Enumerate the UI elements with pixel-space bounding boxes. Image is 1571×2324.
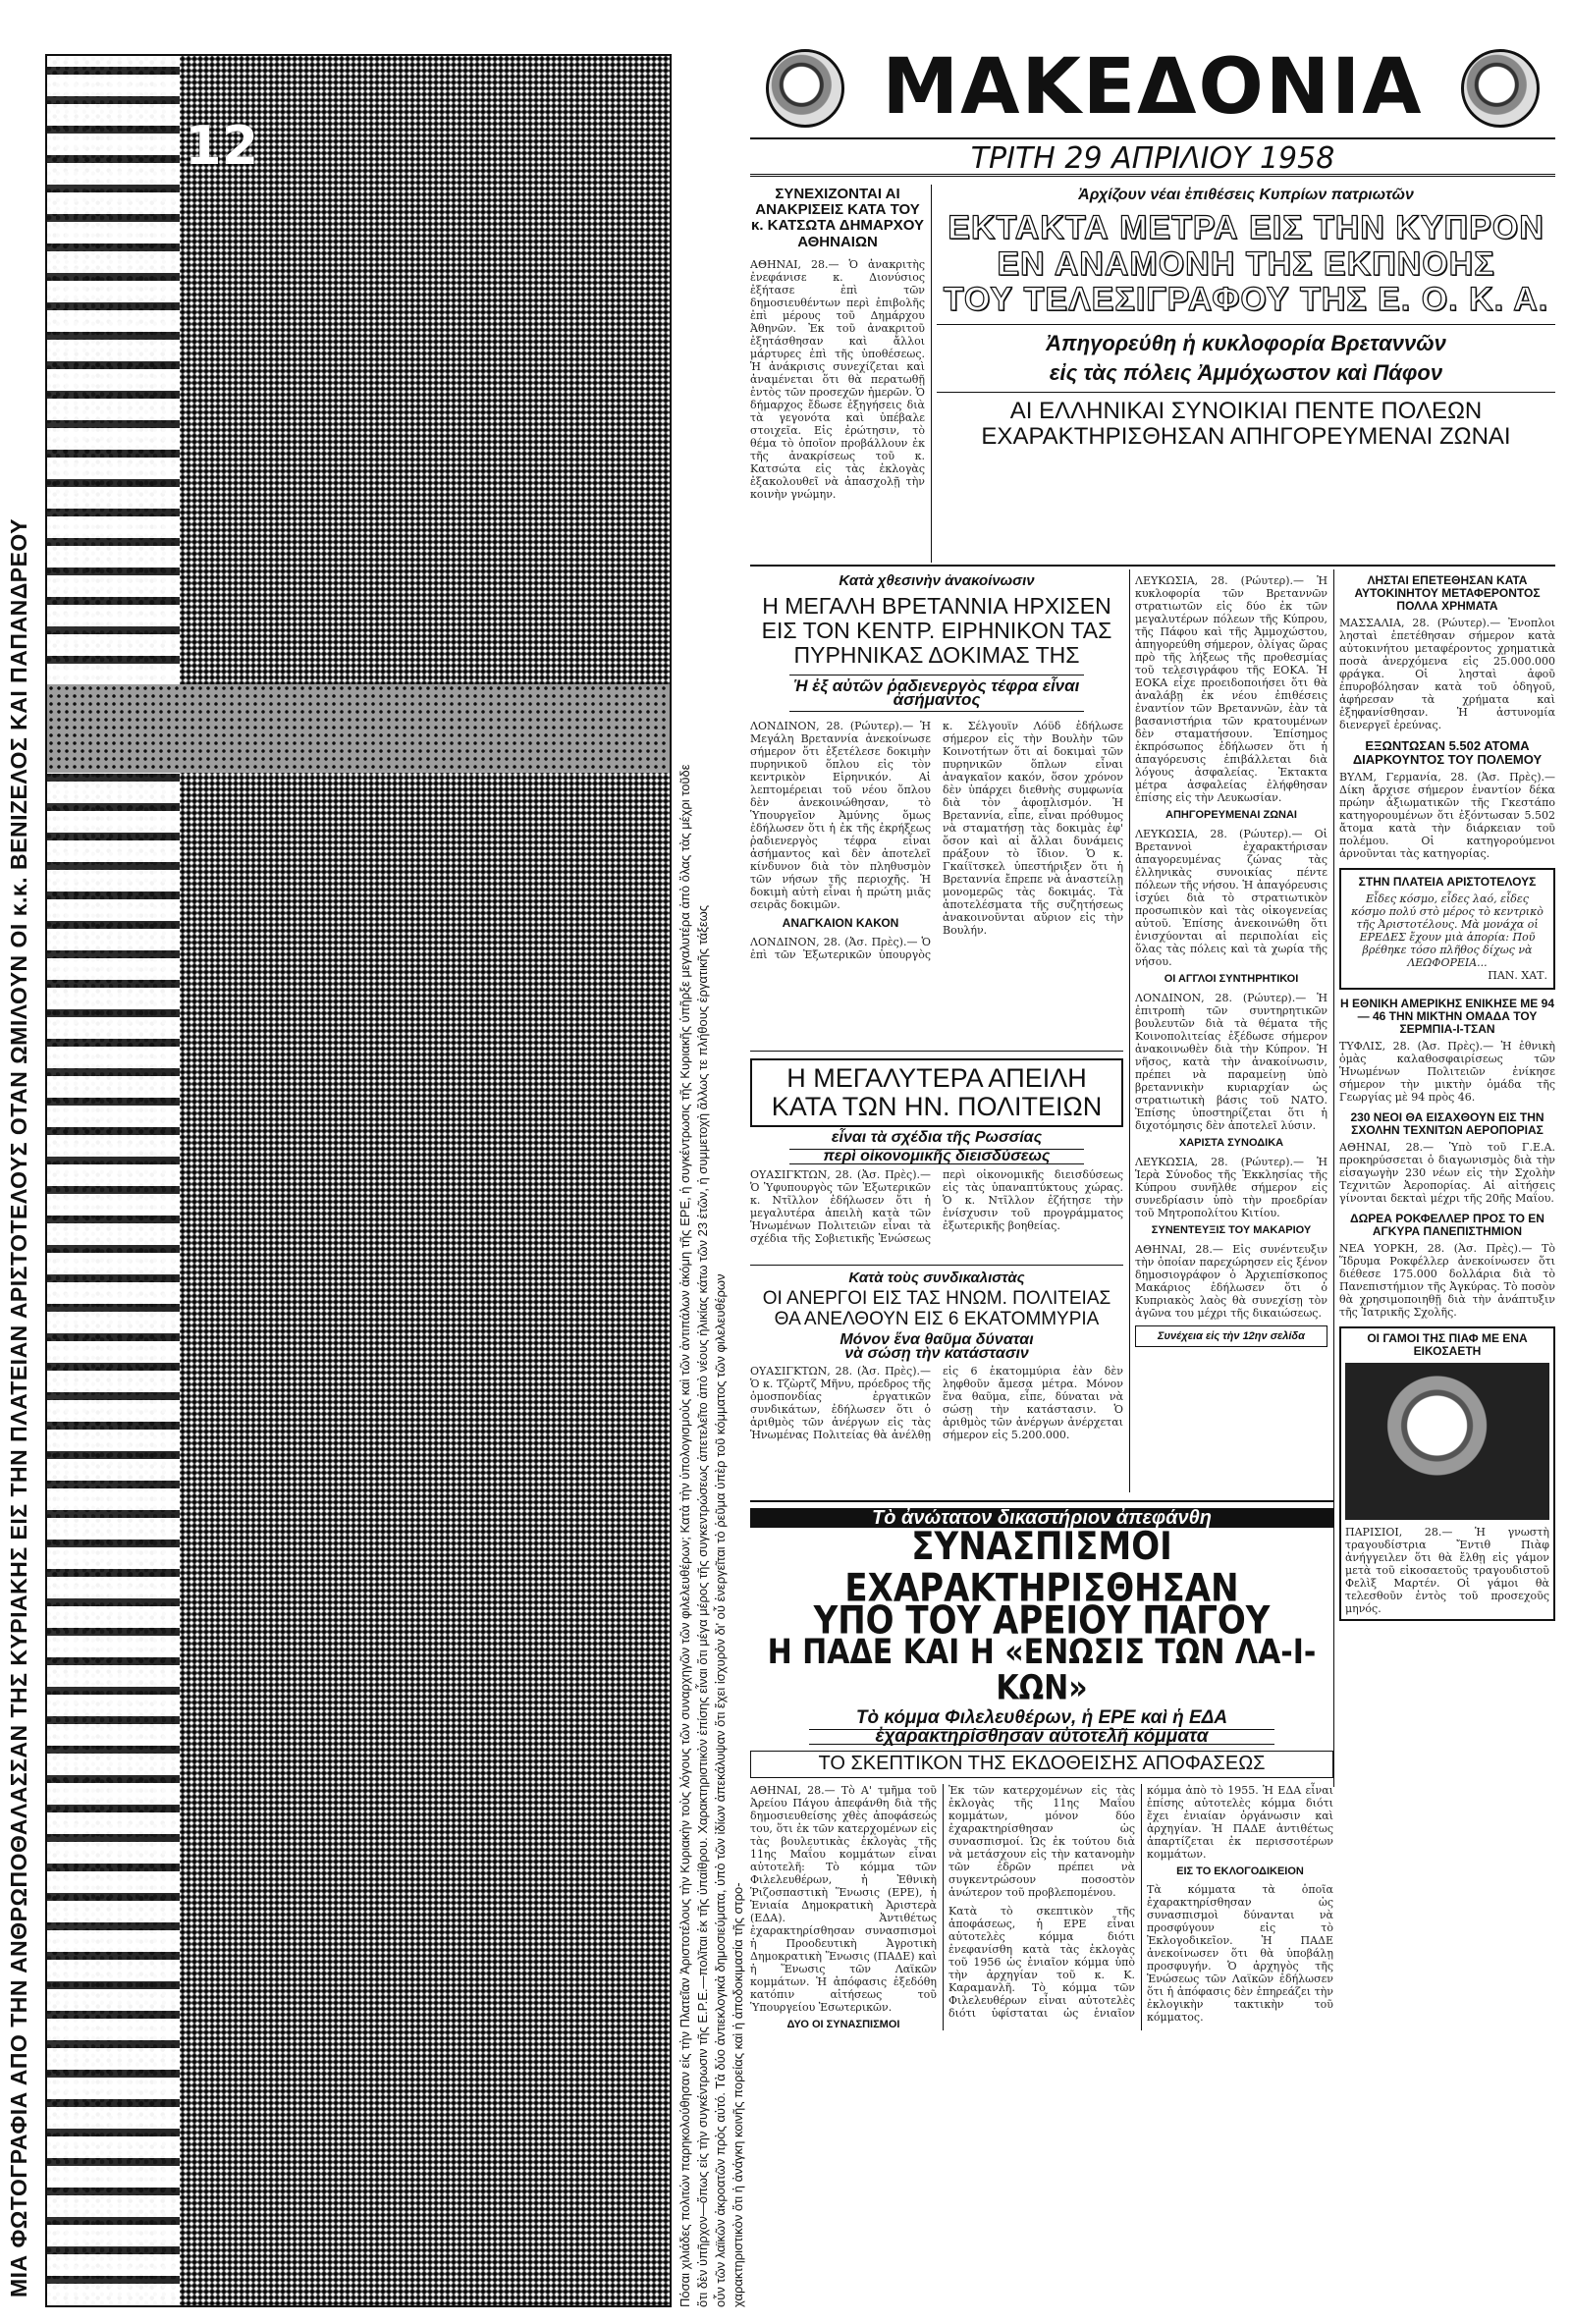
subheading: ΧΑΡΙΣΤΑ ΣΥΝΟΔΙΚΑ <box>1178 1136 1284 1149</box>
article-body: ΑΘΗΝΑΙ, 28.— Εἰς συνέντευξιν τὴν ὁποίαν παρεχώρησεν εἰς ξένον δημοσιογράφον ὁ Ἀρχιεπίσκοπος Μακάριος ἐδήλωσεν ὅτι ὁ Κυπριακὸς λαὸς θὰ συνεχίσῃ τὸν ἀγῶνα του μέχρι τῆς δικαιώσεως. <box>1135 1242 1327 1320</box>
masthead-title: ΜΑΚΕΔΟΝΙΑ <box>882 43 1424 132</box>
rule <box>937 324 1555 325</box>
article-body: Ἐκ τῶν κατερχομένων εἰς τὰς ἐκλογὰς τῆς 11ης Μαΐου κομμάτων, μόνον δύο ἐχαρακτηρίσθησαν ὡς συνασπισμοί. Ὡς ἐκ τούτου διὰ νὰ μετάσχουν εἰς τὴν κατανομὴν τῶν ἑδρῶν πρέπει νὰ συγκεντρώσουν ποσοστὸν ἀνώτερον τοῦ προβλεπομένου. <box>948 1783 1135 1899</box>
article-body: ΒΥΛΜ, Γερμανία, 28. (Ἀσ. Πρὲς).— Δίκη ἄρχισε σήμερον ἐναντίον δέκα πρώην ἀξιωματικῶν τῆς Γκεστάπο κατηγορουμένων ὅτι ἐξόντωσαν 5.502 ἄτομα κατὰ τὴν διάρκειαν τοῦ πολέμου. Οἱ κατηγορούμενοι ἀρνοῦνται τὰς κατηγορίας. <box>1339 770 1555 860</box>
headline: Η ΜΕΓΑΛΗ ΒΡΕΤΑΝΝΙΑ ΗΡΧΙΣΕΝ ΕΙΣ ΤΟΝ ΚΕΝΤΡ. ΕΙΡΗΝΙΚΟΝ ΤΑΣ ΠΥΡΗΝΙΚΑΣ ΔΟΚΙΜΑΣ ΤΗΣ <box>761 593 1112 668</box>
article-body: ΟΥΑΣΙΓΚΤΩΝ, 28. (Ἀσ. Πρὲς).— Ὁ κ. Τζὼρτζ Μῆνυ, πρόεδρος τῆς ὁμοσπονδίας ἐργατικῶν συνδικάτων, ἐδήλωσεν ὅτι ὁ ἀριθμὸς τῶν ἀνέργων εἰς τὰς Ἡνωμένας Πολιτείας θὰ ἀνέλθῃ εἰς 6 ἑκατομμύρια ἐὰν δὲν ληφθοῦν ἄμεσα μέτρα. Μόνον ἕνα θαῦμα, εἶπε, δύναται νὰ σώσῃ τὴν κατάστασιν. Ὁ ἀριθμὸς τῶν ἀνέργων ἀνέρχεται σήμερον εἰς 5.200.000. <box>750 1365 1123 1442</box>
piaf-photo <box>1345 1363 1549 1520</box>
photo-caption: Πόσαι χιλιάδες πολιτών παρηκολούθησαν εἰς τὴν Πλατεῖαν Ἀριστοτέλους τὴν Κυριακὴν τοὺς λόγους τῶν συναρχηγῶν τῶν φιλελευθέρων; Κατὰ τὴν ὑπολογισμοὺς καὶ τῶν ἀντιπάλων ἀκόμη τῆς ΕΡΕ, ἡ συγκέντρωσις τῆς Κυριακῆς ὑπῆρξε μεγαλυτέρα ἀπὸ ὅλας τὰς μέχρι τοῦδε <box>677 764 692 2307</box>
article-body: Τὰ κόμματα τὰ ὁποῖα ἐχαρακτηρίσθησαν ὡς συνασπισμοὶ δύνανται νὰ προσφύγουν εἰς τὸ Ἐκλογοδικεῖον. Ἡ ΠΑΔΕ ἀνεκοίνωσεν ὅτι θὰ ὑποβάλῃ προσφυγήν. Ὁ ἀρχηγὸς τῆς Ἑνώσεως τῶν Λαϊκῶν ἐδήλωσεν ὅτι ἡ ἀπόφασις δὲν ἐπηρεάζει τὴν ἐκλογικὴν τακτικὴν τοῦ κόμματος. <box>1147 1883 1333 2025</box>
article-body: ΛΕΥΚΩΣΙΑ, 28. (Ρώυτερ).— Ἡ Ἱερὰ Σύνοδος τῆς Ἐκκλησίας τῆς Κύπρου συνῆλθε σήμερον εἰς συνεδρίασιν ὑπὸ τὴν προεδρίαν τοῦ Μητροπολίτου Κιτίου. <box>1135 1155 1327 1219</box>
subheadline: ἐχαρακτηρίσθησαν αὐτοτελῆ κόμματα <box>809 1729 1274 1745</box>
crowd-photo <box>45 54 672 2307</box>
poem-signature: ΠΑΝ. ΧΑΤ. <box>1488 968 1547 982</box>
photo-title: ΜΙΑ ΦΩΤΟΓΡΑΦΙΑ ΑΠΟ ΤΗΝ ΑΝΘΡΩΠΟΘΑΛΑΣΣΑΝ ΤΗΣ ΚΥΡΙΑΚΗΣ ΕΙΣ ΤΗΝ ΠΛΑΤΕΙΑΝ ΑΡΙΣΤΟΤΕΛΟΥΣ ΟΤΑΝ ΩΜΙΛΟΥΝ ΟΙ κ.κ. ΒΕΝΙΖΕΛΟΣ ΚΑΙ ΠΑΠΑΝΔΡΕΟΥ <box>6 517 31 2297</box>
subheading: ΣΥΝΕΝΤΕΥΞΙΣ ΤΟΥ ΜΑΚΑΡΙΟΥ <box>1151 1223 1312 1236</box>
subheadline: Μόνον ἕνα θαῦμα δύναται <box>840 1331 1034 1349</box>
photo-buildings <box>47 56 180 2305</box>
article-body: Κατὰ τὸ σκεπτικὸν τῆς ἀποφάσεως, ἡ ΕΡΕ εἶναι αὐτοτελὲς κόμμα διότι ἐνεφανίσθη κατὰ τὰς ἐκλογὰς τοῦ 1956 ὡς ἑνιαῖον κόμμα ὑπὸ τὴν ἀρχηγίαν τοῦ κ. Κ. Καραμανλῆ. Τὸ κόμμα τῶν Φιλελευθέρων εἶναι αὐτοτελὲς διότι ὑφίσταται ὡς ἑνιαῖον κόμμα ἀπὸ τὸ 1955. Ἡ ΕΔΑ εἶναι ἐπίσης αὐτοτελὲς κόμμα διότι ἔχει ἐνιαίαν ὀργάνωσιν καὶ ἀρχηγίαν. Ἡ ΠΑΔΕ ἀντιθέτως ἀπαρτίζεται ἐκ περισσοτέρων κομμάτων. <box>948 1783 1333 2020</box>
headline: ΑΙ ΕΛΛΗΝΙΚΑΙ ΣΥΝΟΙΚΙΑΙ ΠΕΝΤΕ ΠΟΛΕΩΝ ΕΧΑΡΑΚΤΗΡΙΣΘΗΣΑΝ ΑΠΗΓΟΡΕΥΜΕΝΑΙ ΖΩΝΑΙ <box>981 398 1511 451</box>
article-body: ΛΟΝΔΙΝΟΝ, 28. (Ρώυτερ).— Ἡ ἐπιτροπὴ τῶν συντηρητικῶν βουλευτῶν διὰ τὰ θέματα τῆς Κοινοπολιτείας ἐξέδωσε σήμερον ἀνακοινωθὲν διὰ τὴν Κύπρον. Ἡ νῆσος, κατὰ τὴν ἀνακοίνωσιν, πρέπει νὰ παραμείνῃ ὑπὸ βρεταννικὴν κυριαρχίαν ὡς στρατιωτικὴ βάσις τοῦ ΝΑΤΟ. Ἐπίσης ὑποστηρίζεται ὅτι ἡ διχοτόμησις δὲν ἀποτελεῖ λύσιν. <box>1135 991 1327 1132</box>
headline: ΤΟΥ ΤΕΛΕΣΙΓΡΑΦΟΥ ΤΗΣ Ε. Ο. Κ. Α. <box>943 281 1549 319</box>
section-rule <box>750 1500 1333 1502</box>
headline: ΛΗΣΤΑΙ ΕΠΕΤΕΘΗΣΑΝ ΚΑΤΑ ΑΥΤΟΚΙΝΗΤΟΥ ΜΕΤΑΦΕΡΟΝΤΟΣ ΠΟΛΛΑ ΧΡΗΜΑΤΑ <box>1354 574 1541 613</box>
column-rule <box>1333 569 1334 1787</box>
article-body: ΛΟΝΔΙΝΟΝ, 28. (Ἀσ. Πρὲς).— Ὁ ἐπὶ τῶν Ἐξωτερικῶν ὑπουργὸς κ. Σέλγουϊν Λόϋδ ἐδήλωσε σήμερον εἰς τὴν Βουλὴν τῶν Κοινοτήτων ὅτι αἱ δοκιμαὶ τῶν πυρηνικῶν ὅπλων εἶναι ἀναγκαῖον κακόν, ὅσον χρόνον δὲν ὑπάρχει διεθνὴς συμφωνία διὰ τὸν ἀφοπλισμόν. Ἡ Βρεταννία, εἶπε, εἶναι πρόθυμος νὰ σταματήσῃ τὰς δοκιμὰς ἐφ' ὅσον καὶ αἱ ἄλλαι δυνάμεις πράξουν τὸ ἴδιον. Ὁ κ. Γκαίϊτσκελ ὑπεστήριξεν ὅτι ἡ Βρεταννία ἔπρεπε νὰ ἀναστείλῃ μονομερῶς τὰς δοκιμάς. Τὰ ἀποτελέσματα τῆς συζητήσεως ἀνακοινοῦνται αὔριον εἰς τὴν Βουλήν. <box>750 720 1123 962</box>
subheadline: Ἀπηγορεύθη ἡ κυκλοφορία Βρεταννῶν <box>1046 331 1446 356</box>
article-body: ΛΕΥΚΩΣΙΑ, 28. (Ρώυτερ).— Ἡ κυκλοφορία τῶν Βρεταννῶν στρατιωτῶν εἰς δύο ἐκ τῶν μεγαλυτέρων πόλεων τῆς Κύπρου, τῆς Πάφου καὶ τῆς Ἀμμοχώστου, ἀπηγορεύθη σήμερον, ὀλίγας ὥρας πρὸ τῆς λήξεως τῆς προθεσμίας τοῦ τελεσιγράφου τῆς ΕΟΚΑ. Ἡ ΕΟΚΑ εἶχε προειδοποιήσει ὅτι θὰ ἀναλάβῃ ἐκ νέου ἐπιθέσεις ἐναντίον τῶν Βρεταννῶν, ἐὰν τὰ βασανιστήρια τῶν κρατουμένων δὲν σταματήσουν. Ἐπίσημος ἐκπρόσωπος ἐδήλωσεν ὅτι ἡ ἀπαγόρευσις ἐπιβάλλεται διὰ λόγους ἀσφαλείας. Ἐκτακτα μέτρα ἀσφαλείας ἐλήφθησαν ἐπίσης εἰς τὴν Λευκωσίαν. <box>1135 574 1327 804</box>
headline: ΔΩΡΕΑ ΡΟΚΦΕΛΛΕΡ ΠΡΟΣ ΤΟ ΕΝ ΑΓΚΥΡΑ ΠΑΝΕΠΙΣΤΗΜΙΟΝ <box>1350 1211 1544 1238</box>
headline: Η ΕΘΝΙΚΗ ΑΜΕΡΙΚΗΣ ΕΝΙΚΗΣΕ ΜΕ 94 — 46 ΤΗΝ ΜΙΚΤΗΝ ΟΜΑΔΑ ΤΟΥ ΣΕΡΜΠΙΑ-Ι-ΤΣΑΝ <box>1340 996 1554 1036</box>
article-russia-threat <box>750 1058 1123 1260</box>
kicker: Κατὰ τοὺς συνδικαλιστὰς <box>848 1271 1025 1286</box>
article-body: ΠΑΡΙΣΙΟΙ, 28.— Ἡ γνωστὴ τραγουδίστρια Ἔντιθ Πιὰφ ἀνήγγειλεν ὅτι θὰ ἔλθῃ εἰς γάμον μετὰ τοῦ εἰκοσαετοῦς τραγουδιστοῦ Φελὶξ Μαρτέν. Οἱ γάμοι θὰ τελεσθοῦν ἐντὸς τοῦ προσεχοῦς μηνός. <box>1345 1526 1549 1616</box>
piaf-box <box>1339 1326 1555 1622</box>
page-number-badge: 12 <box>185 115 259 177</box>
photo-crowd <box>180 56 670 2305</box>
subheadline: Τὸ κόμμα Φιλελευθέρων, ἡ ΕΡΕ καὶ ἡ ΕΔΑ <box>855 1706 1228 1728</box>
subheadline: εἶναι τὰ σχέδια τῆς Ρωσσίας <box>831 1129 1043 1147</box>
headline: ΥΠΟ ΤΟΥ ΑΡΕΙΟΥ ΠΑΓΟΥ <box>813 1598 1271 1645</box>
rule <box>937 392 1555 393</box>
masthead <box>750 39 1555 177</box>
article-body: ΟΥΑΣΙΓΚΤΩΝ, 28. (Ἀσ. Πρὲς).— Ὁ Ὑφυπουργὸς τῶν Ἐξωτερικῶν κ. Ντῖλλον ἐδήλωσεν ὅτι ἡ μεγαλυτέρα ἀπειλὴ κατὰ τῶν Ἡνωμένων Πολιτειῶν εἶναι τὰ σχέδια τῆς Σοβιετικῆς Ἑνώσεως περὶ οἰκονομικῆς διεισδύσεως εἰς τὰς ὑπαναπτύκτους χώρας. Ὁ κ. Ντῖλλον ἐζήτησε τὴν ἐνίσχυσιν τοῦ προγράμματος ἐξωτερικῆς βοηθείας. <box>750 1168 1123 1246</box>
article-cyprus-body <box>1135 574 1327 1492</box>
subheadline: ΤΟ ΣΚΕΠΤΙΚΟΝ ΤΗΣ ΕΚΔΟΘΕΙΣΗΣ ΑΠΟΦΑΣΕΩΣ <box>750 1751 1333 1778</box>
right-column <box>1339 574 1555 2302</box>
subheading: ΑΠΗΓΟΡΕΥΜΕΝΑΙ ΖΩΝΑΙ <box>1165 809 1297 821</box>
rule <box>750 1265 1123 1266</box>
headline: ΟΙ ΓΑΜΟΙ ΤΗΣ ΠΙΑΦ ΜΕ ΕΝΑ ΕΙΚΟΣΑΕΤΗ <box>1367 1330 1528 1358</box>
article-body: ΜΑΣΣΑΛΙΑ, 28. (Ρώυτερ).— Ἐνοπλοι λησταὶ ἐπετέθησαν σήμερον κατὰ αὐτοκινήτου μεταφέροντος χρηματικὰ ποσὰ ἀνερχόμενα εἰς 25.000.000 φράγκα. Οἱ λησταὶ ἀφοῦ ἐπυροβόλησαν κατὰ τοῦ ὁδηγοῦ, ἀφήρεσαν τὰ χρήματα καὶ ἐξηφανίσθησαν. Ἡ ἀστυνομία διενεργεῖ ἐρεύνας. <box>1339 616 1555 731</box>
column-rule <box>1129 569 1130 1492</box>
article-body: ΛΕΥΚΩΣΙΑ, 28. (Ρώυτερ).— Οἱ Βρεταννοὶ ἐχαρακτήρισαν ἀπαγορευμένας ζώνας τὰς ἑλληνικὰς συνοικίας πέντε πόλεων τῆς νήσου. Ἡ ἀπαγόρευσις ἰσχύει διὰ τὸ στρατιωτικὸν προσωπικὸν καὶ τὰς οἰκογενείας αὐτοῦ. Ἐπίσης ἀνεκοινώθη ὅτι ἐνισχύονται αἱ περιπολίαι εἰς ὅλας τὰς πόλεις καὶ τὰ χωρία τῆς νήσου. <box>1135 827 1327 968</box>
article-areios-pagos <box>750 1508 1333 2303</box>
headline: ΟΙ ΑΝΕΡΓΟΙ ΕΙΣ ΤΑΣ ΗΝΩΜ. ΠΟΛΙΤΕΙΑΣ ΘΑ ΑΝΕΛΘΟΥΝ ΕΙΣ 6 ΕΚΑΤΟΜΜΥΡΙΑ <box>762 1288 1111 1329</box>
article-body: ΛΟΝΔΙΝΟΝ, 28. (Ρώυτερ).— Ἡ Μεγάλη Βρεταννία ἀνεκοίνωσε σήμερον ὅτι ἐξετέλεσε δοκιμὴν πυρηνικοῦ ὅπλου εἰς τὸν κεντρικὸν Εἰρηνικόν. Αἱ λεπτομέρειαι τοῦ νέου ὅπλου δὲν ἀνεκοινώθησαν, τὸ Ὑπουργεῖον Ἀμύνης ὅμως ἐδήλωσεν ὅτι ἡ ἐκ τῆς ἐκρήξεως ῥαδιενεργὸς τέφρα εἶναι ἀσήμαντος καὶ δὲν ἀποτελεῖ κίνδυνον διὰ τὸν πληθυσμὸν τῶν νήσων τῆς περιοχῆς. Ἡ δοκιμὴ αὐτὴ εἶναι ἡ πρώτη μιᾶς σειρᾶς δοκιμῶν. <box>750 720 931 912</box>
headline: ΕΞΩΝΤΩΣΑΝ 5.502 ΑΤΟΜΑ ΔΙΑΡΚΟΥΝΤΟΣ ΤΟΥ ΠΟΛΕΜΟΥ <box>1352 737 1543 767</box>
article-body: ΝΕΑ ΥΟΡΚΗ, 28. (Ἀσ. Πρὲς).— Τὸ Ἵδρυμα Ροκφέλλερ ἀνεκοίνωσεν ὅτι διέθεσε 175.000 δολλάρια διὰ τὸ Πανεπιστήμιον τῆς Ἀγκύρας. Τὸ ποσὸν θὰ χρησιμοποιηθῇ διὰ τὴν ἀνάπτυξιν τῆς Ἰατρικῆς Σχολῆς. <box>1339 1241 1555 1319</box>
article-columns <box>750 1784 1333 2031</box>
article-unemployed <box>750 1271 1123 1492</box>
article-columns <box>750 720 1123 961</box>
article-body: ΑΘΗΝΑΙ, 28.— Ὁ ἀνακριτὴς ἐνεφάνισε κ. Διονύσιος ἐξήτασε ἐπὶ τῶν δημοσιευθέντων περὶ ἐπιβολῆς ἐπὶ μέρους τοῦ Δημάρχου Ἀθηνῶν. Ἐκ τοῦ ἀνακριτοῦ ἐξητάσθησαν καὶ ἄλλοι μάρτυρες ἐπὶ τῆς ὑποθέσεως. Ἡ ἀνάκρισις συνεχίζεται καὶ ἀναμένεται ὅτι θὰ περατωθῇ ἐντὸς τῶν προσεχῶν ἡμερῶν. Ὁ δήμαρχος ἔδωσε ἐξηγήσεις διὰ τὰ γεγονότα καὶ ὑπέβαλε στοιχεῖα. Εἰς ἐρώτησιν, τὸ θέμα τὸ ὁποῖον προβάλλουν ἐκ τῆς ἀνακρίσεως τοῦ κ. Κατσώτα εἰς τὰς ἐκλογὰς ἐξακολουθεῖ νὰ ἀπασχολῇ τὴν κοινὴν γνώμην. <box>750 257 925 501</box>
photo-road <box>47 684 670 773</box>
subheading: ΟΙ ΑΓΓΛΟΙ ΣΥΝΤΗΡΗΤΙΚΟΙ <box>1164 972 1299 985</box>
subheading: ΑΝΑΓΚΑΙΟΝ ΚΑΚΟΝ <box>782 916 899 931</box>
article-cyprus-head <box>937 187 1555 450</box>
subheadline: εἰς τὰς πόλεις Ἀμμόχωστον καὶ Πάφον <box>1049 360 1443 386</box>
headline: ΕΚΤΑΚΤΑ ΜΕΤΡΑ ΕΙΣ ΤΗΝ ΚΥΠΡΟΝ <box>948 209 1544 246</box>
photo-caption: χαρακτηριστικὸν ὅτι ἡ ἀνάγκη κοινῆς πορείας καὶ ἡ ἀποδοκιμασία τῆς στρο- <box>731 1882 745 2307</box>
kicker: Τὸ ἀνώτατον δικαστήριον ἀπεφάνθη <box>750 1508 1333 1528</box>
poem-text: Εἶδες κόσμο, εἶδες λαό, εἶδες κόσμο πολύ στὸ μέρος τὸ κεντρικὸ τῆς Ἀριστοτέλους. Μὰ μονάχα οἱ ΕΡΕΔΕΣ ἔχουν μιὰ ἀπορία: Ποῦ βρέθηκε τόσο πλῆθος δίχως νὰ ΛΕΩΦΟΡΕΙΑ... <box>1351 892 1544 969</box>
headline: Η ΠΑΔΕ ΚΑΙ Η «ΕΝΩΣΙΣ ΤΩΝ ΛΑ-Ι-ΚΩΝ» <box>767 1632 1317 1709</box>
headline: 230 ΝΕΟΙ ΘΑ ΕΙΣΑΧΘΟΥΝ ΕΙΣ ΤΗΝ ΣΧΟΛΗΝ ΤΕΧΝΙΤΩΝ ΑΕΡΟΠΟΡΙΑΣ <box>1350 1109 1544 1137</box>
kicker: Κατὰ χθεσινὴν ἀνακοίνωσιν <box>839 574 1035 589</box>
article-katsotas <box>750 187 925 560</box>
section-rule <box>750 565 1555 567</box>
headline: ΕΝ ΑΝΑΜΟΝΗ ΤΗΣ ΕΚΠΝΟΗΣ <box>997 244 1495 283</box>
photo-caption: ὅτι δὲν ὑπῆρχον—ὅπως εἰς τὴν συγκέντρωσιν τῆς Ε.Ρ.Ε.—πολῖται ἐκ τῆς ὑπαίθρου. Χαρακτηριστικὸν ἐπίσης εἶναι ὅτι μέγα μέρος τῆς συγκεντρώσεως ἀπετελεῖτο ἀπὸ νέους ἡλικίας κάτω τῶν 23 ἐτῶν, ἡ συμμετοχὴ ἄλλως τε πλήθους ἐργατικῆς τάξεως <box>695 904 710 2307</box>
photo-column <box>0 0 746 2324</box>
poem-box <box>1339 868 1555 990</box>
continued-note: Συνέχεια εἰς τὴν 12ην σελίδα <box>1135 1325 1327 1347</box>
issue-date: ΤΡΙΤΗ 29 ΑΠΡΙΛΙΟΥ 1958 <box>750 137 1555 176</box>
subheadline: νὰ σώσῃ τὴν κατάστασιν <box>844 1345 1029 1363</box>
subheading: ΔΥΟ ΟΙ ΣΥΝΑΣΠΙΣΜΟΙ <box>786 2018 900 2030</box>
headline: ΣΥΝΕΧΙΖΟΝΤΑΙ ΑΙ ΑΝΑΚΡΙΣΕΙΣ ΚΑΤΑ ΤΟΥ κ. ΚΑΤΣΩΤΑ ΔΗΜΑΡΧΟΥ ΑΘΗΝΑΙΩΝ <box>750 187 924 250</box>
headline: Η ΜΕΓΑΛΥΤΕΡΑ ΑΠΕΙΛΗ ΚΑΤΑ ΤΩΝ ΗΝ. ΠΟΛΙΤΕΙΩΝ <box>750 1058 1123 1127</box>
newspaper-page <box>750 39 1555 2307</box>
article-body: ΑΘΗΝΑΙ, 28.— Ὑπὸ τοῦ Γ.Ε.Α. προκηρύσσεται ὁ διαγωνισμὸς διὰ τὴν εἰσαγωγὴν 230 νέων εἰς τὴν Σχολὴν Τεχνιτῶν Ἀεροπορίας. Αἱ αἰτήσεις γίνονται δεκταὶ μέχρι τῆς 20ῆς Μαΐου. <box>1339 1140 1555 1205</box>
headline: ΣΤΗΝ ΠΛΑΤΕΙΑ ΑΡΙΣΤΟΤΕΛΟΥΣ <box>1358 874 1537 889</box>
rule <box>750 1051 1123 1052</box>
subheadline: Ἡ ἐξ αὐτῶν ῥαδιενεργὸς τέφρα εἶναι ἀσήμαντος <box>789 675 1084 712</box>
article-body: ΤΥΦΛΙΣ, 28. (Ἀσ. Πρὲς).— Ἡ ἐθνικὴ ὁμὰς καλαθοσφαιρίσεως τῶν Ἡνωμένων Πολιτειῶν ἐνίκησε σήμερον τὴν μικτὴν ὁμάδα τῆς Γεωργίας μὲ 94 πρὸς 46. <box>1339 1039 1555 1104</box>
subheadline: περὶ οἰκονομικῆς διεισδύσεως <box>789 1149 1084 1164</box>
column-rule <box>931 185 932 563</box>
article-britain-nuclear <box>750 574 1123 1046</box>
article-body: ΑΘΗΝΑΙ, 28.— Τὸ Α' τμῆμα τοῦ Ἀρείου Πάγου ἀπεφάνθη διὰ τῆς δημοσιευθείσης χθὲς ἀποφάσεώς του, ὅτι ἐκ τῶν κατερχομένων εἰς τὰς βουλευτικὰς ἐκλογὰς τῆς 11ης Μαΐου κομμάτων εἶναι αὐτοτελῆ: Τὸ κόμμα τῶν Φιλελευθέρων, ἡ Ἐθνικὴ Ῥιζοσπαστικὴ Ἕνωσις (ΕΡΕ), ἡ Ἑνιαία Δημοκρατικὴ Ἀριστερὰ (ΕΔΑ). Ἀντιθέτως ἐχαρακτηρίσθησαν συνασπισμοὶ ἡ Προοδευτικὴ Ἀγροτικὴ Δημοκρατικὴ Ἕνωσις (ΠΑΔΕ) καὶ ἡ Ἕνωσις τῶν Λαϊκῶν κομμάτων. Ἡ ἀπόφασις ἐξεδόθη κατόπιν αἰτήσεως τοῦ Ὑπουργείου Ἐσωτερικῶν. <box>750 1783 937 2014</box>
photo-caption: οὖν τῶν λαϊκῶν ἀκροατῶν πρὸς αὐτό. Τὰ δύο ἀντιεκλογικὰ δημοσιεύματα, ὑπὸ τῶν ἰδίων ἀπεκάλυψαν ὅτι ἔχει ἰσχυρὸν δι' οὗ ἐνεργεῖται τὸ ῥεῦμα ὑπὲρ τοῦ κόμματος τῶν φιλελευθέρων <box>713 1273 728 2307</box>
subheading: ΕΙΣ ΤΟ ΕΚΛΟΓΟΔΙΚΕΙΟΝ <box>1176 1865 1304 1877</box>
coin-emblem-icon <box>1461 49 1540 128</box>
headline: ΣΥΝΑΣΠΙΣΜΟΙ ΕΧΑΡΑΚΤΗΡΙΣΘΗΣΑΝ <box>844 1524 1239 1611</box>
kicker: Ἀρχίζουν νέαι ἐπιθέσεις Κυπρίων πατριωτῶν <box>1078 187 1414 203</box>
coin-emblem-icon <box>766 49 844 128</box>
